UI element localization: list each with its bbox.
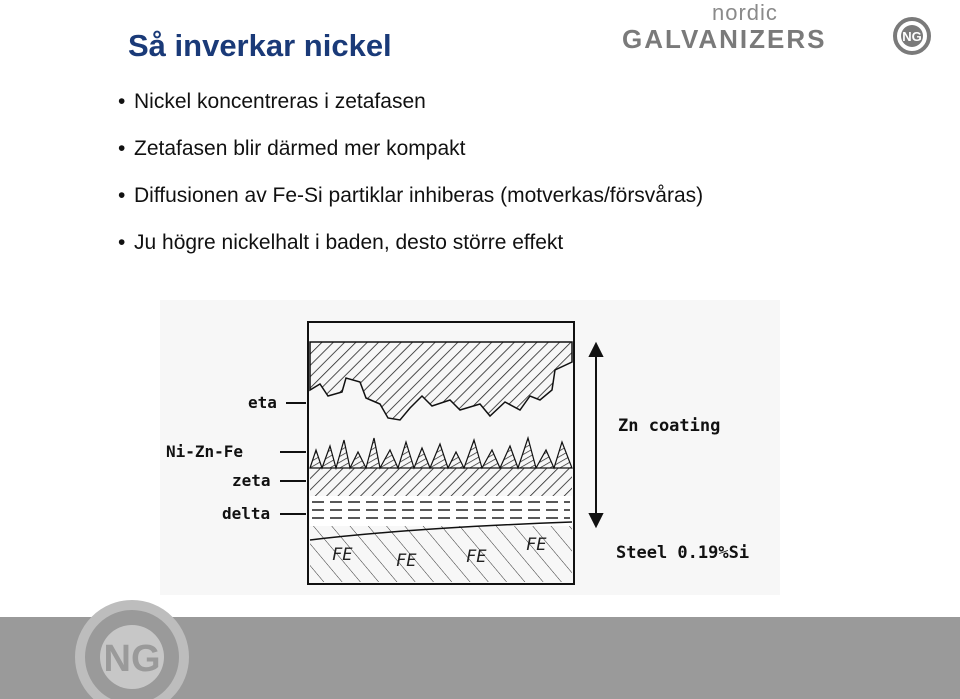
logo-main-word: GALVANIZERS xyxy=(622,24,827,54)
footer-ng-emblem-icon xyxy=(72,597,192,699)
bullet-text: Nickel koncentreras i zetafasen xyxy=(134,90,426,113)
zeta-layer xyxy=(310,468,572,496)
bullet-list xyxy=(118,90,703,278)
footer-emblem-letters: NG xyxy=(103,638,161,680)
substrate-label: FE xyxy=(466,547,487,567)
coating-layer-diagram xyxy=(160,300,780,595)
emblem-letters: NG xyxy=(902,29,922,44)
substrate-label: FE xyxy=(396,551,417,571)
substrate-label: FE xyxy=(526,535,547,555)
delta-layer xyxy=(310,496,572,526)
bullet-text: Ju högre nickelhalt i baden, desto större effekt xyxy=(134,231,564,254)
logo-top-word: nordic xyxy=(712,0,778,25)
label-eta: eta xyxy=(248,393,277,412)
bullet-text: Diffusionen av Fe-Si partiklar inhiberas (motverkas/försvåras) xyxy=(134,184,704,207)
label-steel: Steel 0.19%Si xyxy=(616,543,750,563)
label-zn-coating: Zn coating xyxy=(618,416,721,436)
bullet-item: • Nickel koncentreras i zetafasen xyxy=(118,90,426,113)
ng-emblem-icon xyxy=(892,16,932,56)
label-zeta: zeta xyxy=(232,471,271,490)
bullet-item: • Ju högre nickelhalt i baden, desto större effekt xyxy=(118,231,564,254)
label-delta: delta xyxy=(222,504,271,523)
substrate-label: FE xyxy=(332,545,353,565)
label-ni-zn-fe: Ni-Zn-Fe xyxy=(166,442,244,461)
bullet-item: • Diffusionen av Fe-Si partiklar inhiberas (motverkas/försvåras) xyxy=(118,184,704,207)
bullet-item: • Zetafasen blir därmed mer kompakt xyxy=(118,137,466,160)
company-logo xyxy=(622,0,942,60)
slide-title: Så inverkar nickel xyxy=(128,28,392,63)
bullet-text: Zetafasen blir därmed mer kompakt xyxy=(134,137,466,160)
